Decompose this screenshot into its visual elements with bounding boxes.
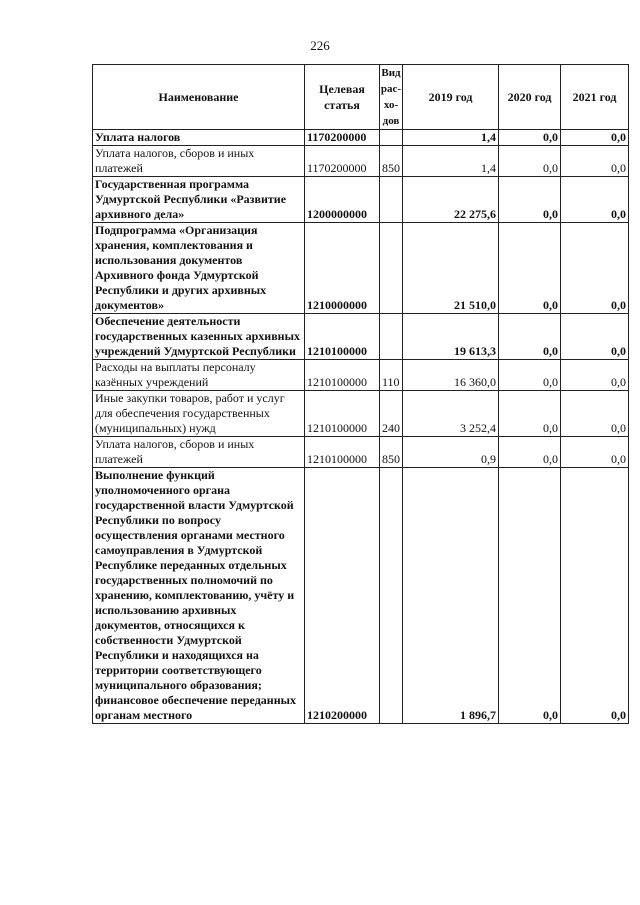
row-code: 1170200000 (305, 146, 380, 177)
row-type (380, 223, 403, 314)
row-2021: 0,0 (561, 146, 629, 177)
row-name: Расходы на выплаты персоналу казённых учреждений (93, 360, 305, 391)
row-type (380, 177, 403, 223)
table-header-row (93, 65, 629, 130)
row-2019: 0,9 (403, 437, 499, 468)
row-type: 110 (380, 360, 403, 391)
header-name: Наименование (93, 65, 305, 130)
row-2020: 0,0 (499, 223, 561, 314)
row-2021: 0,0 (561, 391, 629, 437)
row-2019: 22 275,6 (403, 177, 499, 223)
row-code: 1210100000 (305, 391, 380, 437)
row-name: Подпрограмма «Организация хранения, комплектования и использования документов Архивного фонда Удмуртской Республики и других архивных документов» (93, 223, 305, 314)
row-2021: 0,0 (561, 314, 629, 360)
row-code: 1200000000 (305, 177, 380, 223)
row-code: 1210000000 (305, 223, 380, 314)
header-2021: 2021 год (561, 65, 629, 130)
row-2019: 21 510,0 (403, 223, 499, 314)
row-2020: 0,0 (499, 391, 561, 437)
row-code: 1210100000 (305, 360, 380, 391)
row-2019: 3 252,4 (403, 391, 499, 437)
row-2020: 0,0 (499, 360, 561, 391)
row-2019: 19 613,3 (403, 314, 499, 360)
row-2021: 0,0 (561, 223, 629, 314)
header-2019: 2019 год (403, 65, 499, 130)
row-2021: 0,0 (561, 437, 629, 468)
row-type (380, 130, 403, 146)
row-2020: 0,0 (499, 177, 561, 223)
header-code: Целевая статья (305, 65, 380, 130)
row-2020: 0,0 (499, 146, 561, 177)
row-2021: 0,0 (561, 130, 629, 146)
table-row (93, 468, 629, 724)
row-name: Обеспечение деятельности государственных казенных архивных учреждений Удмуртской Республики (93, 314, 305, 360)
row-2019: 1 896,7 (403, 468, 499, 724)
row-2019: 16 360,0 (403, 360, 499, 391)
table-row (93, 177, 629, 223)
row-2020: 0,0 (499, 130, 561, 146)
table-row (93, 146, 629, 177)
table-row (93, 130, 629, 146)
page-number: 226 (310, 38, 330, 53)
row-code: 1210100000 (305, 437, 380, 468)
header-2020: 2020 год (499, 65, 561, 130)
table-row (93, 223, 629, 314)
budget-table (92, 64, 629, 724)
row-type: 850 (380, 437, 403, 468)
row-code: 1210200000 (305, 468, 380, 724)
table-row (93, 437, 629, 468)
row-2019: 1,4 (403, 146, 499, 177)
header-type: Вид рас- хо- дов (380, 65, 403, 130)
row-2021: 0,0 (561, 468, 629, 724)
row-name: Уплата налогов (93, 130, 305, 146)
row-type: 240 (380, 391, 403, 437)
row-2021: 0,0 (561, 177, 629, 223)
row-2021: 0,0 (561, 360, 629, 391)
row-type: 850 (380, 146, 403, 177)
row-2020: 0,0 (499, 468, 561, 724)
row-2020: 0,0 (499, 314, 561, 360)
row-name: Государственная программа Удмуртской Республики «Развитие архивного дела» (93, 177, 305, 223)
row-name: Выполнение функций уполномоченного органа государственной власти Удмуртской Республики по вопросу осуществления органами местного самоуправления в Удмуртской Республике переданных отдельных государственных полномочий по хранению, комплектованию, учёту и использованию архивных документов, относящихся к собственности Удмуртской Республики и находящихся на территории соответствующего муниципального образования; финансовое обеспечение переданных органам местного (93, 468, 305, 724)
row-code: 1170200000 (305, 130, 380, 146)
row-name: Уплата налогов, сборов и иных платежей (93, 437, 305, 468)
row-name: Уплата налогов, сборов и иных платежей (93, 146, 305, 177)
table-row (93, 314, 629, 360)
row-code: 1210100000 (305, 314, 380, 360)
table-row (93, 360, 629, 391)
row-type (380, 314, 403, 360)
row-name: Иные закупки товаров, работ и услуг для обеспечения государственных (муниципальных) нужд (93, 391, 305, 437)
row-type (380, 468, 403, 724)
table-row (93, 391, 629, 437)
row-2019: 1,4 (403, 130, 499, 146)
row-2020: 0,0 (499, 437, 561, 468)
